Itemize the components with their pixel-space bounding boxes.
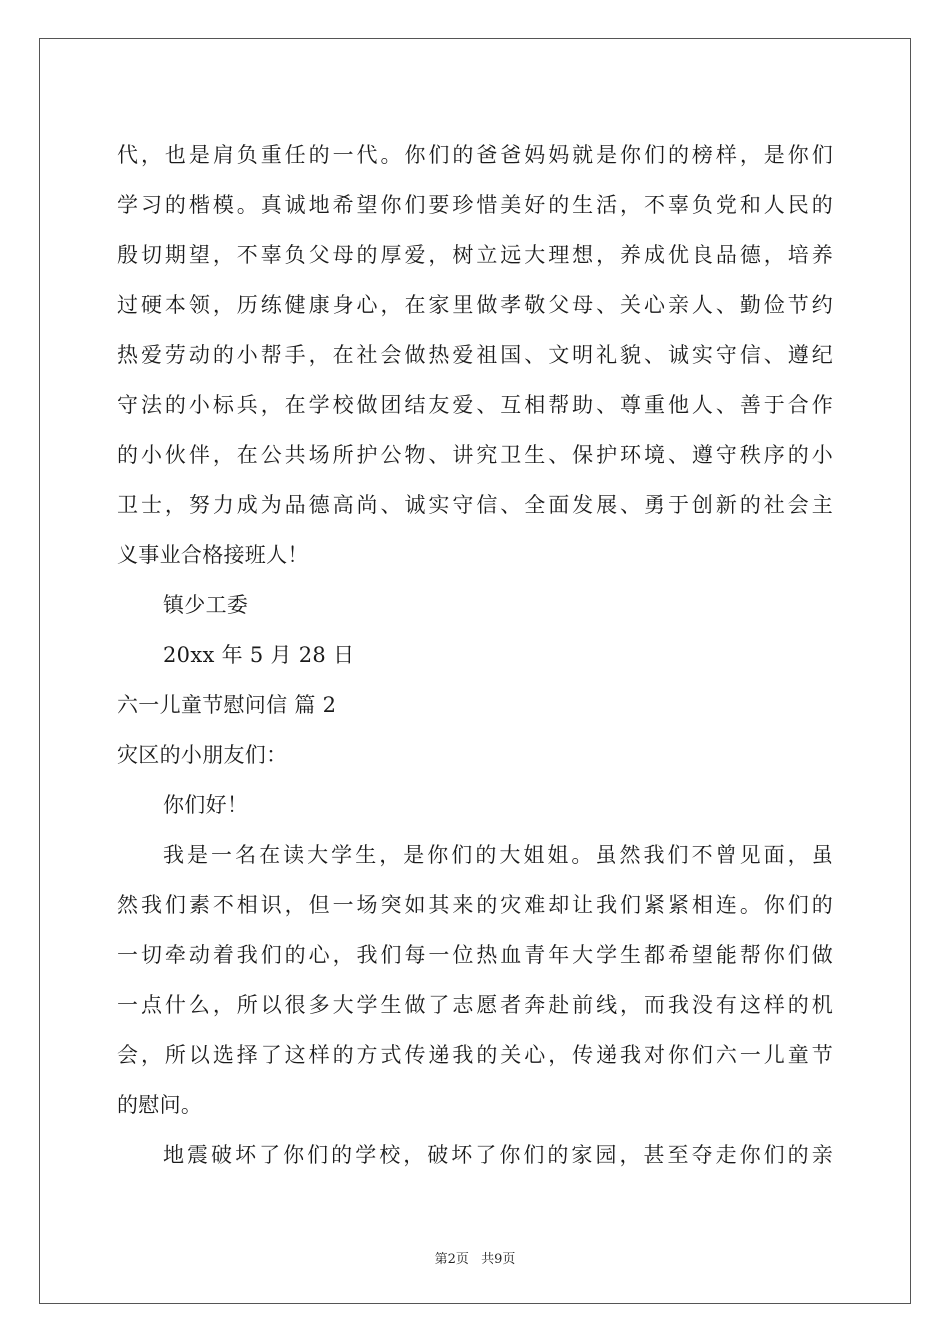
salutation: 灾区的小朋友们： — [117, 743, 288, 767]
text-line: 会，所以选择了这样的方式传递我的关心，传递我对你们六一儿童节 — [117, 1043, 833, 1067]
text-line: 然我们素不相识，但一场突如其来的灾难却让我们紧紧相连。你们的 — [117, 893, 833, 917]
text-line: 一点什么，所以很多大学生做了志愿者奔赴前线，而我没有这样的机 — [117, 993, 833, 1017]
page-footer — [0, 1248, 950, 1267]
text-line: 学习的楷模。真诚地希望你们要珍惜美好的生活，不辜负党和人民的 — [117, 193, 833, 217]
page-number: 第2页 — [434, 1252, 469, 1267]
text-line: 的小伙伴，在公共场所护公物、讲究卫生、保护环境、遵守秩序的小 — [117, 443, 833, 467]
text-line: 义事业合格接班人！ — [117, 543, 309, 567]
text-line: 代，也是肩负重任的一代。你们的爸爸妈妈就是你们的榜样，是你们 — [117, 143, 833, 167]
text-line: 的慰问。 — [117, 1093, 203, 1117]
signature-date: 20xx 年 5 月 28 日 — [163, 643, 355, 667]
text-line: 一切牵动着我们的心，我们每一位热血青年大学生都希望能帮你们做 — [117, 943, 833, 967]
greeting: 你们好！ — [163, 793, 249, 817]
text-line: 地震破坏了你们的学校，破坏了你们的家园，甚至夺走你们的亲 — [163, 1143, 833, 1167]
text-line: 过硬本领，历练健康身心，在家里做孝敬父母、关心亲人、勤俭节约 — [117, 293, 833, 317]
document-body — [117, 130, 833, 1180]
text-line: 殷切期望，不辜负父母的厚爱，树立远大理想，养成优良品德，培养 — [117, 243, 833, 267]
text-line: 我是一名在读大学生，是你们的大姐姐。虽然我们不曾见面，虽 — [163, 843, 833, 867]
signature-org: 镇少工委 — [163, 593, 249, 617]
section-heading: 六一儿童节慰问信 篇 2 — [117, 693, 337, 717]
text-line: 守法的小标兵，在学校做团结友爱、互相帮助、尊重他人、善于合作 — [117, 393, 833, 417]
page-total: 共9页 — [481, 1252, 516, 1267]
text-line: 热爱劳动的小帮手，在社会做热爱祖国、文明礼貌、诚实守信、遵纪 — [117, 343, 833, 367]
text-line: 卫士，努力成为品德高尚、诚实守信、全面发展、勇于创新的社会主 — [117, 493, 833, 517]
